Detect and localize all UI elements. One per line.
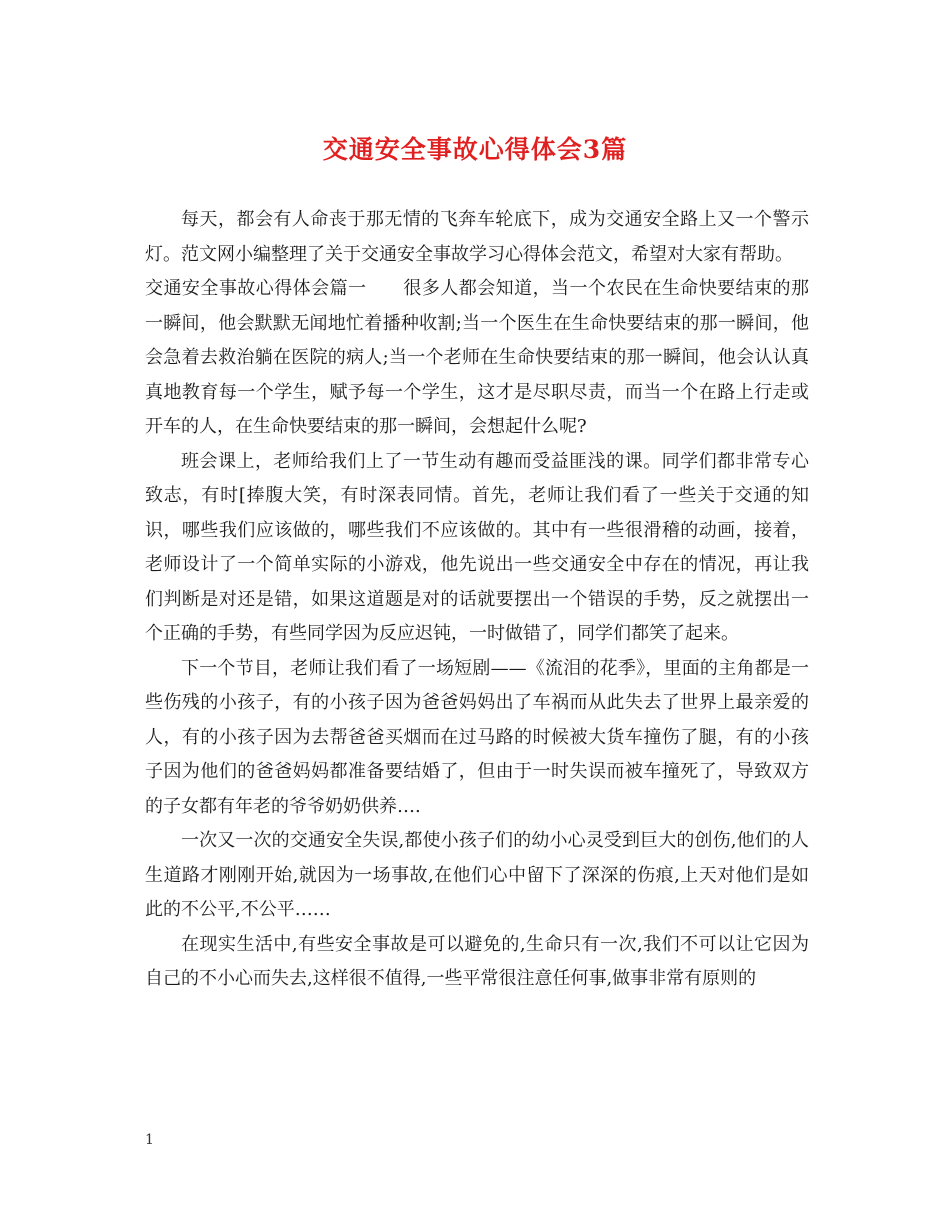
paragraph-class-meeting: 班会课上，老师给我们上了一节生动有趣而受益匪浅的课。同学们都非常专心致志，有时[捧腹大笑，有时深表同情。首先，老师让我们看了一些关于交通的知识，哪些我们应该做的，哪些我们不应该做的。其中有一些很滑稽的动画，接着，老师设计了一个简单实际的小游戏，他先说出一些交通安全中存在的情况，再让我们判断是对还是错，如果这道题是对的话就要摆出一个错误的手势，反之就摆出一个正确的手势，有些同学因为反应迟钝，一时做错了，同学们都笑了起来。 (145, 450, 809, 644)
page-number: 1 (145, 1132, 154, 1148)
paragraph-short-play: 下一个节目，老师让我们看了一场短剧——《流泪的花季》，里面的主角都是一些伤残的小孩子，有的小孩子因为爸爸妈妈出了车祸而从此失去了世界上最亲爱的人，有的小孩子因为去帮爸爸买烟而在过马路的时候被大货车撞伤了腿，有的小孩子因为他们的爸爸妈妈都准备要结婚了，但由于一时失误而被车撞死了，导致双方的子女都有年老的爷爷奶奶供养…. (145, 657, 809, 817)
paragraph-real-life: 在现实生活中,有些安全事故是可以避免的,生命只有一次,我们不可以让它因为自己的不小心而失去,这样很不值得,一些平常很注意任何事,做事非常有原则的 (145, 933, 809, 989)
document-body (145, 203, 809, 997)
paragraph-article-one: 交通安全事故心得体会篇一 很多人都会知道，当一个农民在生命快要结束的那一瞬间，他会默默无闻地忙着播种收割;当一个医生在生命快要结束的那一瞬间，他会急着去救治躺在医院的病人;当一个老师在生命快要结束的那一瞬间，他会认认真真地教育每一个学生，赋予每一个学生，这才是尽职尽责，而当一个在路上行走或开车的人，在生命快要结束的那一瞬间，会想起什么呢? (145, 278, 809, 437)
document-title: 交通安全事故心得体会3篇 (322, 135, 628, 164)
paragraph-accidents: 一次又一次的交通安全失误,都使小孩子们的幼小心灵受到巨大的创伤,他们的人生道路才刚刚开始,就因为一场事故,在他们心中留下了深深的伤痕,上天对他们是如此的不公平,不公平…… (145, 830, 809, 920)
paragraph-intro: 每天，都会有人命丧于那无情的飞奔车轮底下，成为交通安全路上又一个警示灯。范文网小编整理了关于交通安全事故学习心得体会范文，希望对大家有帮助。 (145, 209, 809, 265)
